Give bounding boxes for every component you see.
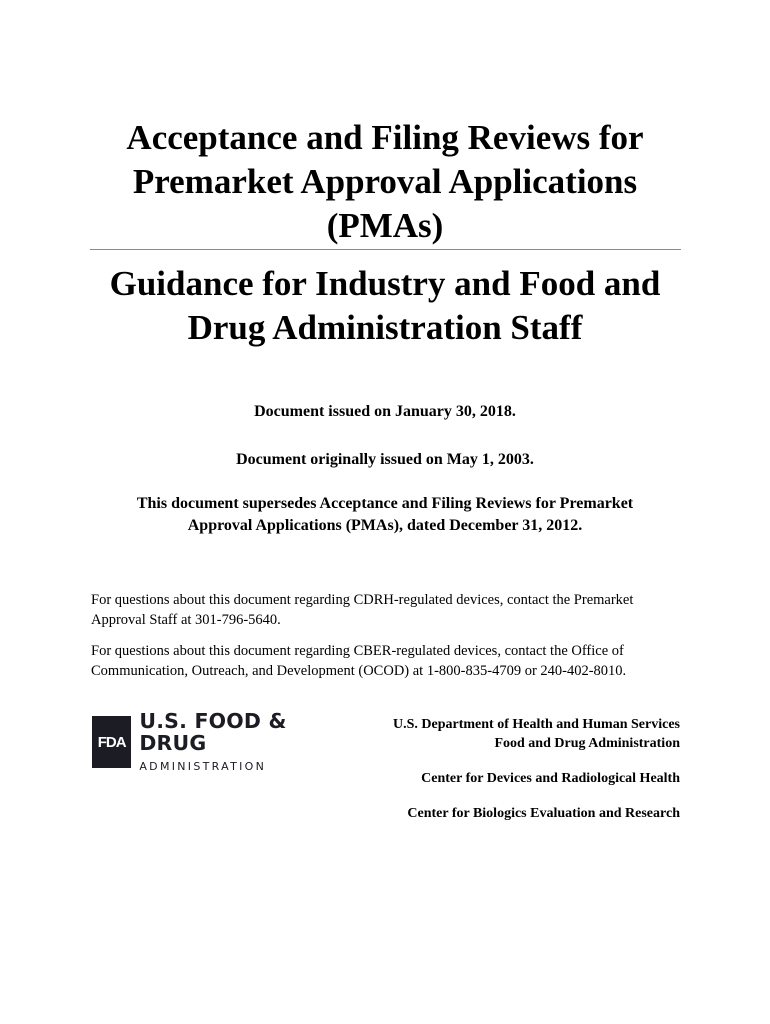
- document-title: [0, 116, 770, 248]
- supersedes-line-1: This document supersedes Acceptance and Filing Reviews for Premarket: [136, 495, 634, 512]
- agency-fda: Food and Drug Administration: [494, 736, 680, 751]
- cber-contact: [91, 641, 691, 681]
- fda-logo: [92, 708, 352, 773]
- document-subtitle: [0, 262, 770, 350]
- issued-date: Document issued on January 30, 2018.: [254, 403, 516, 420]
- supersedes-note: [0, 493, 770, 537]
- cdrh-contact-line-1: For questions about this document regarding CDRH-regulated devices, contact the Premarket: [91, 592, 634, 608]
- cdrh-contact: [91, 590, 691, 630]
- title-divider: [90, 249, 681, 250]
- title-line-3: (PMAs): [326, 206, 444, 245]
- agency-block: [393, 715, 680, 753]
- fda-logo-wordmark: [139, 708, 352, 773]
- agency-cber: Center for Biologics Evaluation and Research: [407, 806, 680, 821]
- agency-dept: U.S. Department of Health and Human Services: [393, 717, 680, 732]
- cber-contact-line-2: Communication, Outreach, and Development (OCOD) at 1-800-835-4709 or 240-402-8010.: [91, 663, 627, 679]
- fda-logo-mark: FDA: [92, 716, 131, 768]
- originally-issued-date: Document originally issued on May 1, 2003.: [236, 451, 534, 468]
- supersedes-line-2: Approval Applications (PMAs), dated December 31, 2012.: [187, 517, 583, 534]
- fda-logo-name: U.S. FOOD & DRUG: [139, 708, 287, 755]
- cdrh-contact-line-2: Approval Staff at 301-796-5640.: [91, 612, 281, 628]
- title-line-1: Acceptance and Filing Reviews for: [126, 118, 644, 157]
- title-line-2: Premarket Approval Applications: [132, 162, 638, 201]
- subtitle-line-2: Drug Administration Staff: [187, 308, 583, 347]
- subtitle-line-1: Guidance for Industry and Food and: [109, 264, 661, 303]
- agency-cdrh: Center for Devices and Radiological Health: [421, 771, 680, 786]
- fda-logo-sub: ADMINISTRATION: [139, 759, 267, 773]
- cber-contact-line-1: For questions about this document regarding CBER-regulated devices, contact the Office of: [91, 643, 624, 659]
